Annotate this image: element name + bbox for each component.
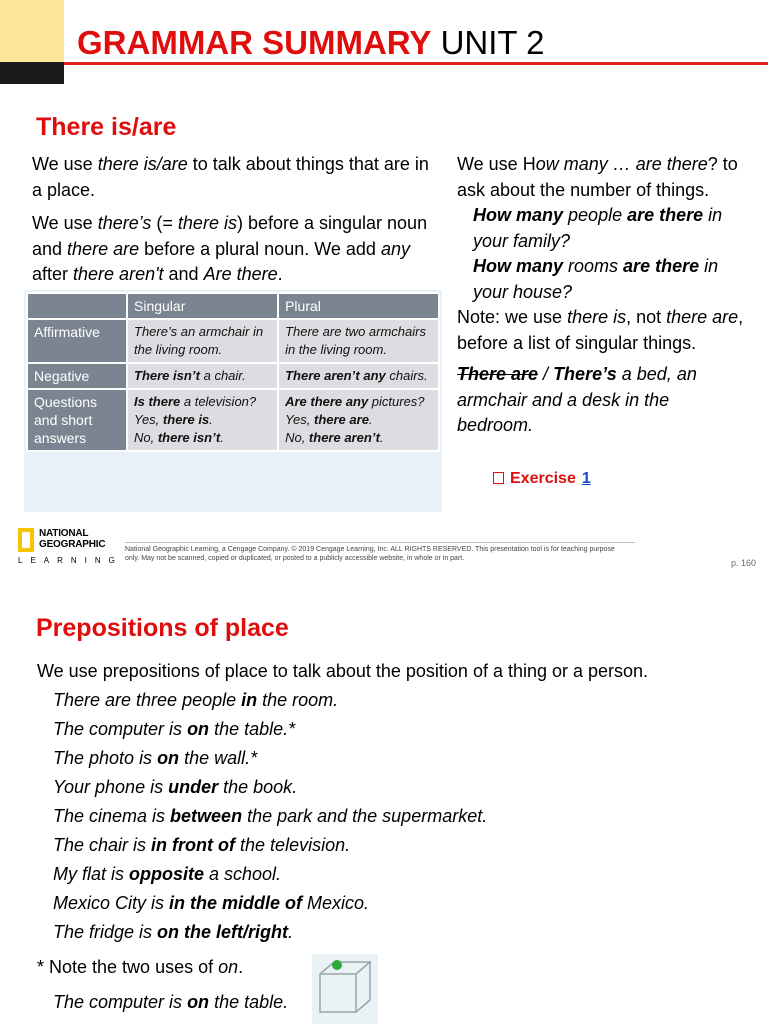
list-item: Your phone is under the book. xyxy=(53,777,298,797)
table-header-empty xyxy=(27,293,127,319)
header-decoration-yellow xyxy=(0,0,64,62)
logo-name: NATIONAL GEOGRAPHIC xyxy=(39,528,106,550)
table-row xyxy=(27,363,439,389)
yellow-frame-icon xyxy=(18,528,34,552)
header-decoration-black xyxy=(0,62,64,84)
section-title-prepositions: Prepositions of place xyxy=(36,614,289,642)
list-item: There are three people in the room. xyxy=(53,690,339,710)
row-label-affirmative: Affirmative xyxy=(27,319,127,363)
there-paragraph-1: We use there is/are to talk about things that are in a place. xyxy=(32,154,429,200)
title-unit: UNIT 2 xyxy=(440,24,545,61)
list-item: My flat is opposite a school. xyxy=(53,864,282,884)
grammar-table xyxy=(26,292,440,452)
how-many-example-2: How many rooms are there in your house? xyxy=(473,256,719,302)
on-example: The computer is on the table. xyxy=(53,992,289,1012)
cell-affirmative-plural: There are two armchairs in the living room. xyxy=(278,319,439,363)
logo-learning: LEARNING xyxy=(18,556,123,565)
list-item: The chair is in front of the television. xyxy=(53,835,351,855)
table-header-singular: Singular xyxy=(127,293,278,319)
on-note: * Note the two uses of on. xyxy=(37,957,244,977)
there-left-text xyxy=(32,152,432,288)
how-many-paragraph: We use How many … are there? to ask about the number of things. xyxy=(457,154,738,200)
footer-rule xyxy=(125,542,635,543)
cube-illustration xyxy=(312,954,378,1024)
exercise-link[interactable]: Exercise 1 xyxy=(493,470,591,488)
list-item: The fridge is on the left/right. xyxy=(53,922,294,942)
title-red: GRAMMAR SUMMARY xyxy=(77,24,432,61)
cell-negative-singular: There isn’t a chair. xyxy=(127,363,278,389)
cell-affirmative-singular: There’s an armchair in the living room. xyxy=(127,319,278,363)
table-row xyxy=(27,319,439,363)
page-number: p. 160 xyxy=(730,558,756,568)
prepositions-intro: We use prepositions of place to talk about the position of a thing or a person. xyxy=(37,661,649,681)
there-paragraph-2: We use there’s (= there is) before a singular noun and there are before a plural noun. We add any after there aren't and Are there. xyxy=(32,213,428,284)
list-note: Note: we use there is, not there are, before a list of singular things. xyxy=(457,307,744,353)
list-example: There are / There’s a bed, an armchair and a desk in the bedroom. xyxy=(457,364,697,435)
how-many-example-1: How many people are there in your family? xyxy=(473,205,723,251)
prepositions-text xyxy=(37,657,757,1017)
list-item: The cinema is between the park and the supermarket. xyxy=(53,806,488,826)
list-item: Mexico City is in the middle of Mexico. xyxy=(53,893,370,913)
list-item: The photo is on the wall.* xyxy=(53,748,258,768)
table-row xyxy=(27,389,439,451)
page-title xyxy=(77,23,545,63)
cell-questions-singular: Is there a television? Yes, there is. No, there isn’t. xyxy=(127,389,278,451)
there-right-text xyxy=(457,152,747,439)
cell-negative-plural: There aren’t any chairs. xyxy=(278,363,439,389)
list-item: The computer is on the table.* xyxy=(53,719,296,739)
national-geographic-logo xyxy=(18,528,123,568)
section-title-there-is-are: There is/are xyxy=(36,113,177,141)
cube-icon xyxy=(312,954,378,1024)
checkbox-icon xyxy=(493,472,504,484)
cell-questions-plural: Are there any pictures? Yes, there are. No, there aren’t. xyxy=(278,389,439,451)
row-label-questions: Questions and short answers xyxy=(27,389,127,451)
exercise-number-link[interactable]: 1 xyxy=(581,470,591,487)
copyright-text: National Geographic Learning, a Cengage Company. © 2019 Cengage Learning, Inc. ALL RIGHTS RESERVED. This presentation tool is for teaching purpose only. May not be scanned, copied or duplicated, or posted to a publicly accessible website, in whole or in part. xyxy=(125,546,615,562)
table-header-row xyxy=(27,293,439,319)
row-label-negative: Negative xyxy=(27,363,127,389)
table-header-plural: Plural xyxy=(278,293,439,319)
